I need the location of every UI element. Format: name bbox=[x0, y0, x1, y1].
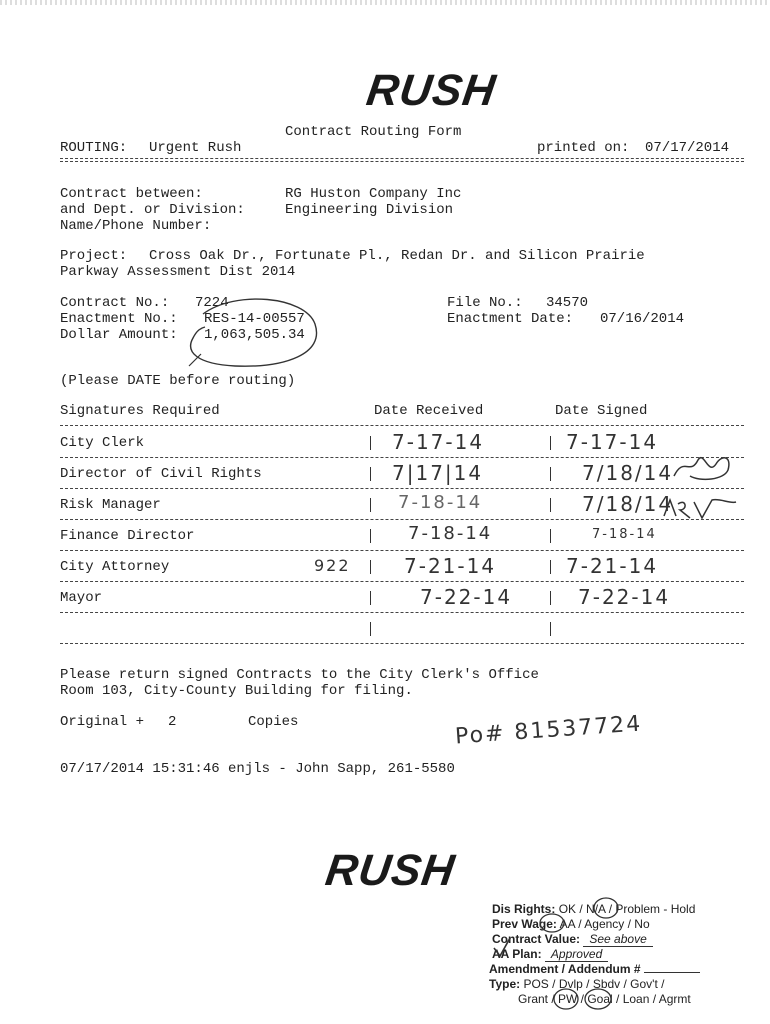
col-separator bbox=[370, 436, 371, 450]
sig-divider bbox=[60, 488, 744, 489]
name-phone-label: Name/Phone Number: bbox=[60, 218, 212, 234]
file-no-label: File No.: bbox=[447, 295, 523, 311]
stamp-contract-value: Contract Value: See above bbox=[492, 932, 653, 946]
sig-divider bbox=[60, 457, 744, 458]
col-separator bbox=[550, 467, 551, 481]
col-separator bbox=[550, 436, 551, 450]
stamp-hand-circles bbox=[480, 890, 720, 1014]
stamp-aa-plan: AA Plan: Approved bbox=[492, 947, 608, 961]
stamp-type-line-2: Grant / PW / Goal / Loan / Agrmt bbox=[518, 992, 691, 1006]
sig-divider bbox=[60, 550, 744, 551]
col-separator bbox=[370, 591, 371, 605]
col-separator bbox=[370, 467, 371, 481]
date-signed-handwritten: 7-21-14 bbox=[566, 554, 659, 578]
po-number-handwritten: Po# 81537724 bbox=[454, 711, 644, 750]
printed-label: printed on: bbox=[537, 140, 630, 156]
contract-no-label: Contract No.: bbox=[60, 295, 170, 311]
date-signed-handwritten: 7/18/14 bbox=[582, 461, 674, 485]
col-separator bbox=[370, 498, 371, 512]
col-separator bbox=[550, 622, 551, 636]
sig-header-role: Signatures Required bbox=[60, 403, 220, 419]
printed-date: 07/17/2014 bbox=[645, 140, 730, 156]
date-received-handwritten: 7-18-14 bbox=[398, 492, 483, 513]
col-separator bbox=[370, 622, 371, 636]
sig-divider bbox=[60, 643, 744, 644]
routing-value: Urgent Rush bbox=[149, 140, 242, 156]
col-separator bbox=[550, 591, 551, 605]
col-separator bbox=[550, 560, 551, 574]
dept-label: and Dept. or Division: bbox=[60, 202, 245, 218]
date-received-handwritten: 7-17-14 bbox=[392, 430, 485, 454]
col-separator bbox=[550, 529, 551, 543]
rush-stamp-top: RUSH bbox=[363, 66, 500, 115]
date-signed-handwritten: 7/18/14 bbox=[582, 492, 674, 516]
dept-value: Engineering Division bbox=[285, 202, 454, 218]
dollar-amount-value: 1,063,505.34 bbox=[204, 327, 305, 343]
copies-suffix: Copies bbox=[248, 714, 299, 730]
routing-label: ROUTING: bbox=[60, 140, 128, 156]
sig-role-city-attorney: City Attorney bbox=[60, 559, 170, 575]
date-received-handwritten: 7-22-14 bbox=[420, 585, 513, 609]
enactment-no-value: RES-14-00557 bbox=[204, 311, 305, 327]
project-line-2: Parkway Assessment Dist 2014 bbox=[60, 264, 296, 280]
col-separator bbox=[370, 529, 371, 543]
rush-stamp-bottom: RUSH bbox=[322, 846, 459, 895]
print-footer-line: 07/17/2014 15:31:46 enjls - John Sapp, 261-5580 bbox=[60, 761, 455, 777]
contract-no-value: 7224 bbox=[195, 295, 229, 311]
scan-top-edge bbox=[0, 0, 770, 5]
attorney-note-handwritten: 922 bbox=[314, 556, 351, 575]
sig-header-signed: Date Signed bbox=[555, 403, 648, 419]
stamp-amendment: Amendment / Addendum # bbox=[489, 962, 700, 976]
date-signed-handwritten: 7-17-14 bbox=[566, 430, 659, 454]
sig-role-finance-director: Finance Director bbox=[60, 528, 195, 544]
stamp-type-line-1: Type: POS / Dvlp / Sbdv / Gov't / bbox=[489, 977, 665, 991]
form-title: Contract Routing Form bbox=[285, 124, 462, 140]
sig-divider bbox=[60, 612, 744, 613]
sig-divider bbox=[60, 425, 744, 426]
enactment-date-label: Enactment Date: bbox=[447, 311, 574, 327]
stamp-prev-wage: Prev Wage: AA / Agency / No bbox=[492, 917, 650, 931]
sig-role-city-clerk: City Clerk bbox=[60, 435, 145, 451]
sig-role-mayor: Mayor bbox=[60, 590, 103, 606]
date-before-routing-note: (Please DATE before routing) bbox=[60, 373, 296, 389]
contract-between-value: RG Huston Company Inc bbox=[285, 186, 462, 202]
project-label: Project: bbox=[60, 248, 128, 264]
copies-count: 2 bbox=[168, 714, 177, 730]
date-signed-handwritten: 7-22-14 bbox=[578, 585, 671, 609]
sig-role-risk-manager: Risk Manager bbox=[60, 497, 161, 513]
header-divider bbox=[60, 158, 744, 162]
date-received-handwritten: 7-21-14 bbox=[404, 554, 497, 578]
copies-label: Original + bbox=[60, 714, 145, 730]
enactment-date-value: 07/16/2014 bbox=[600, 311, 685, 327]
sig-divider bbox=[60, 519, 744, 520]
sig-role-civil-rights: Director of Civil Rights bbox=[60, 466, 262, 482]
stamp-dis-rights: Dis Rights: OK / N/A / Problem - Hold bbox=[492, 902, 696, 916]
initials-signature bbox=[670, 446, 740, 486]
return-note-line-2: Room 103, City-County Building for filing. bbox=[60, 683, 413, 699]
sig-header-received: Date Received bbox=[374, 403, 484, 419]
project-line-1: Cross Oak Dr., Fortunate Pl., Redan Dr. and Silicon Prairie bbox=[149, 248, 645, 264]
file-no-value: 34570 bbox=[546, 295, 589, 311]
contract-between-label: Contract between: bbox=[60, 186, 203, 202]
date-received-handwritten: 7-18-14 bbox=[408, 523, 493, 544]
enactment-no-label: Enactment No.: bbox=[60, 311, 178, 327]
date-received-handwritten: 7|17|14 bbox=[392, 461, 484, 485]
dollar-amount-label: Dollar Amount: bbox=[60, 327, 178, 343]
col-separator bbox=[370, 560, 371, 574]
date-signed-handwritten: 7-18-14 bbox=[592, 527, 657, 542]
sig-divider bbox=[60, 581, 744, 582]
col-separator bbox=[550, 498, 551, 512]
return-note-line-1: Please return signed Contracts to the City Clerk's Office bbox=[60, 667, 539, 683]
hand-circle-mark bbox=[175, 294, 325, 376]
